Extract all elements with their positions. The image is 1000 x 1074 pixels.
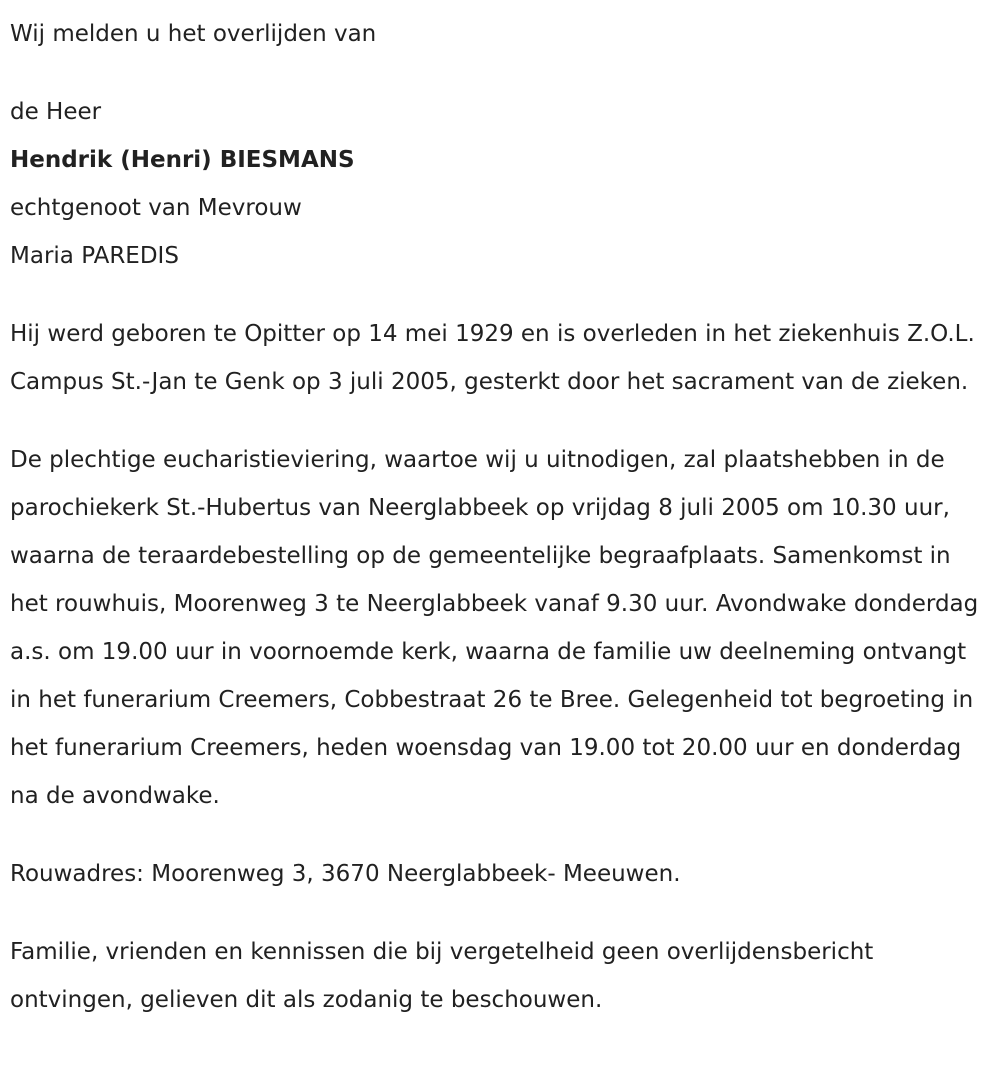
mourning-address-paragraph: Rouwadres: Moorenweg 3, 3670 Neerglabbeek- Meeuwen. — [10, 861, 681, 887]
relation-line: echtgenoot van Mevrouw — [10, 195, 302, 221]
birth-death-paragraph: Hij werd geboren te Opitter op 14 mei 1929 en is overleden in het ziekenhuis Z.O.L. Campus St.-Jan te Genk op 3 juli 2005, gesterkt door het sacrament van de zieken. — [10, 321, 975, 395]
salutation-line: de Heer — [10, 99, 102, 125]
intro-line: Wij melden u het overlijden van — [10, 21, 377, 47]
closing-notice-paragraph: Familie, vrienden en kennissen die bij vergetelheid geen overlijdensbericht ontvingen, gelieven dit als zodanig te beschouwen. — [10, 939, 874, 1013]
deceased-name: Hendrik (Henri) BIESMANS — [10, 147, 355, 173]
deceased-block — [10, 88, 988, 280]
spouse-name: Maria PAREDIS — [10, 243, 179, 269]
service-details-paragraph: De plechtige eucharistieviering, waartoe wij u uitnodigen, zal plaatshebben in de parochiekerk St.-Hubertus van Neerglabbeek op vrijdag 8 juli 2005 om 10.30 uur, waarna de teraardebestelling op de gemeentelijke begraafplaats. Samenkomst in het rouwhuis, Moorenweg 3 te Neerglabbeek vanaf 9.30 uur. Avondwake donderdag a.s. om 19.00 uur in voornoemde kerk, waarna de familie uw deelneming ontvangt in het funerarium Creemers, Cobbestraat 26 te Bree. Gelegenheid tot begroeting in het funerarium Creemers, heden woensdag van 19.00 tot 20.00 uur en donderdag na de avondwake. — [10, 447, 979, 809]
